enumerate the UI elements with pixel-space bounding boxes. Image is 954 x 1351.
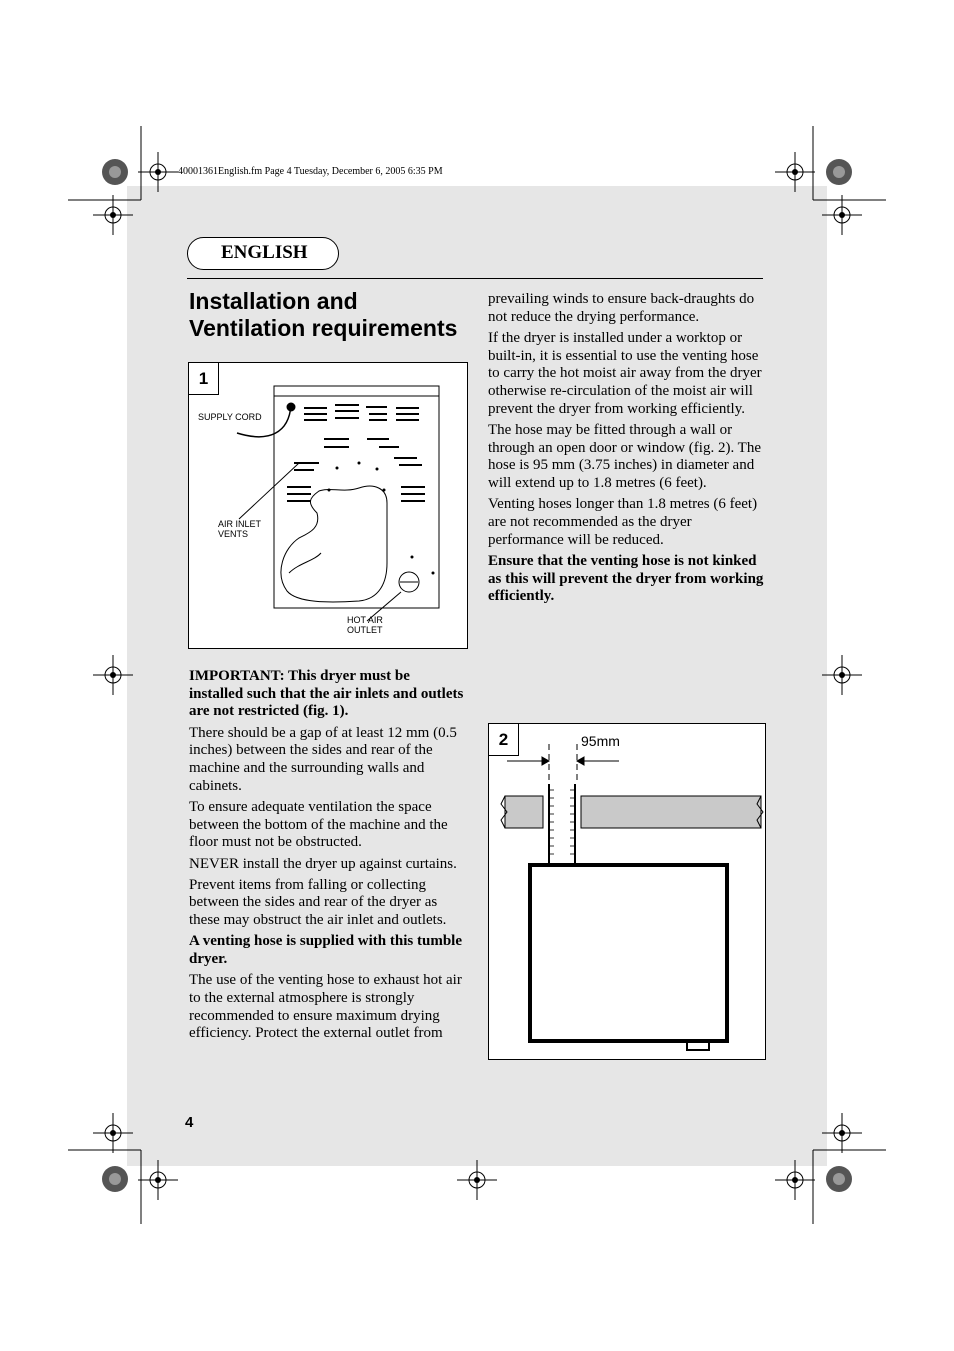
hot-air-label: HOT AIR OUTLET	[347, 615, 383, 635]
page-title: Installation and Ventilation requirements	[189, 288, 458, 341]
left-column	[189, 668, 467, 1047]
paragraph-hose-fitting: The hose may be fitted through a wall or through an open door or window (fig. 2). The hose is 95 mm (3.75 inches) in diameter and will extend up to 1.8 metres (6 feet).	[488, 421, 762, 492]
file-header: 40001361English.fm Page 4 Tuesday, December 6, 2005 6:35 PM	[178, 166, 443, 177]
paragraph-worktop: If the dryer is installed under a worktop or built-in, it is essential to use the venting hose to carry the hot moist air away from the dryer otherwise re-circulation of the moist air will prevent the dryer from working efficiently.	[488, 329, 762, 417]
header-rule	[187, 278, 763, 279]
paragraph-ventilation: To ensure adequate ventilation the space between the bottom of the machine and the floor must not be obstructed.	[189, 798, 448, 851]
air-inlet-label: AIR INLET VENTS	[218, 519, 261, 539]
figure-number: 2	[489, 724, 519, 756]
paragraph-curtains: NEVER install the dryer up against curtains.	[189, 855, 457, 872]
figure-number: 1	[189, 363, 219, 395]
language-tab: ENGLISH	[187, 237, 339, 270]
paragraph-hose-use: The use of the venting hose to exhaust hot air to the external atmosphere is strongly recommended to ensure maximum drying efficiency. Protect the external outlet from	[189, 972, 462, 1042]
important-note: IMPORTANT: This dryer must be installed such that the air inlets and outlets are not restricted (fig. 1).	[189, 668, 464, 720]
page-number: 4	[185, 1114, 194, 1131]
dryer-rear-illustration	[189, 363, 469, 650]
right-column	[488, 291, 764, 609]
figure-1	[188, 362, 468, 649]
paragraph-hose-supplied: A venting hose is supplied with this tumble dryer.	[189, 933, 462, 968]
dimension-label: 95mm	[581, 733, 620, 749]
hose-through-wall-illustration	[489, 724, 767, 1061]
paragraph-kinked: Ensure that the venting hose is not kinked as this will prevent the dryer from working efficiently.	[488, 552, 764, 605]
paragraph-hose-length: Venting hoses longer than 1.8 metres (6 feet) are not recommended as the dryer performance will be reduced.	[488, 496, 758, 548]
paragraph-winds: prevailing winds to ensure back-draughts do not reduce the drying performance.	[488, 291, 755, 325]
paragraph-items: Prevent items from falling or collecting between the sides and rear of the dryer as these may obstruct the air inlet and outlets.	[189, 876, 447, 929]
paragraph-gap: There should be a gap of at least 12 mm (0.5 inches) between the sides and rear of the machine and the surrounding walls and cabinets.	[189, 724, 457, 794]
supply-cord-label: SUPPLY CORD	[198, 412, 262, 422]
figure-2	[488, 723, 766, 1060]
